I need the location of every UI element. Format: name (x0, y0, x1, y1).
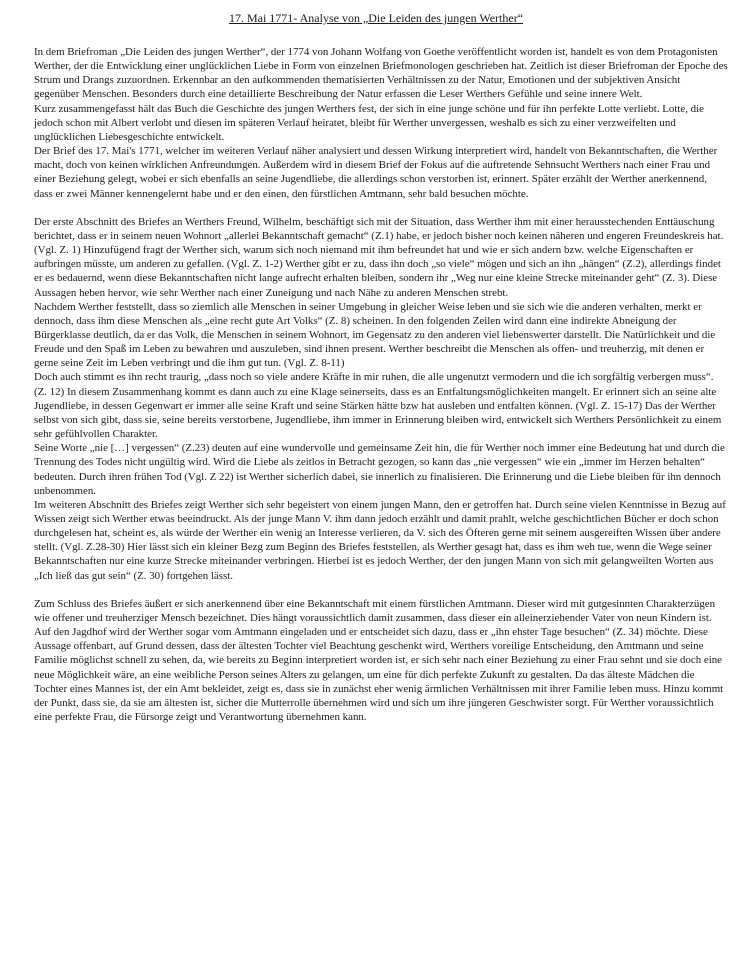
document-title: 17. Mai 1771- Analyse von „Die Leiden des jungen Werther“ (228, 11, 524, 25)
paragraph-letter-overview: Der Brief des 17. Mai's 1771, welcher im weiteren Verlauf näher analysiert und dessen Wirkung interpretiert wird, handelt von Bekanntschaften, die Werther macht, doch von keinen wirklichen Anfreundungen. Außerdem wird in diesem Brief der Fokus auf die auftretende Sehnsucht Werthers nach einer Frau und einer Beziehung gelegt, wobei er sich ebenfalls an seine Jugendliebe, die allerdings schon verstorben ist, erinnert. Später erzählt der Werther anerkennend, dass er zwei Männer kennengelernt habe und er den einen, den fürstlichen Amtmann, sehr bald besuchen möchte. (34, 145, 718, 200)
paragraph-conclusion: Zum Schluss des Briefes äußert er sich anerkennend über eine Bekanntschaft mit einem fürstlichen Amtmann. Dieser wird mit gutgesinnten Charakterzügen wie offener und treuherziger Mensch bezeichnet. Dies hängt voraussichtlich damit zusammen, dass dieser ein alleinerziehender Vater von neun Kindern ist. Auf den Jagdhof wird der Werther sogar vom Amtmann eingeladen und er entscheidet sich dazu, dass er „ihn ehster Tage besuchen“ (Z. 34) möchte. Diese Aussage offenbart, auf Grund dessen, dass der ältesten Tochter viel Beachtung geschenkt wird, Werthers voreilige Entscheidung, den Amtmann und seine Familie möglichst schnell zu sehen, da, wie bereits zu Beginn interpretiert worden ist, er sich sehr nach einer Beziehung zu einer Frau sehnt und sie doch eine neue Möglichkeit wäre, an eine weibliche Person seines Alters zu gelangen, um eine für dich perfekte Zukunft zu gestalten. Da das älteste Mädchen die Tochter eines Mannes ist, der ein Amt bekleidet, zeigt es, dass sie in zunächst eher wenig ärmlichen Verhältnissen mit ihrer Familie leben muss. Hinzu kommt der Punkt, dass sie, da sie am ältesten ist, sicher die Mutterrolle übernehmen wird und sich um ihre jüngeren Geschwister sorgt. Für Werther voraussichtlich eine perfekte Frau, die Fürsorge zeigt und Verantwortung übernehmen kann. (34, 597, 724, 724)
paragraph-first-section: Der erste Abschnitt des Briefes an Werthers Freund, Wilhelm, beschäftigt sich mit der Situation, dass Werther ihm mit einer herausstechenden Enttäuschung berichtet, dass er in seinem neuen Wohnort „allerlei Bekanntschaft gemacht“ (Z.1) habe, er jedoch bisher noch keinen näheren und engeren Freundeskreis hat. (Vgl. Z. 1) Hinzufügend fragt der Werther sich, warum sich noch niemand mit ihm befreundet hat und wie er sich andern bzw. welche Eigenschaften er aufbringen müsste, um anderen zu gefallen. (Vgl. Z. 1-2) Werther gibt er zu, dass ihn doch „so viele“ mögen und sich an ihn „hängen“ (Z.2), allerdings findet er es bedauernd, wenn diese Bekanntschaften nicht lange aufrecht erhalten bleiben, sondern ihr „Weg nur eine kleine Strecke miteinander geht“ (Z. 3). Diese Aussagen heben hervor, wie sehr Werther nach einer Zuneigung und nach Nähe zu anderen Menschen strebt. (34, 215, 724, 299)
paragraph-young-man: Im weiteren Abschnitt des Briefes zeigt Werther sich sehr begeistert von einem jungen Mann, den er getroffen hat. Durch seine vielen Kenntnisse in Bezug auf Wissen zeigt sich Werther etwas beeindruckt. Als der junge Mann V. ihm dann jedoch erzählt und damit prahlt, welche geschichtlichen Bücher er doch schon durchgelesen hat, scheint es, als würde der Werther ein wenig an Interesse verlieren, da V. sich des Öfteren gerne mit seinem ausgereiften Wissen über andere stellt. (Vgl. Z.28-30) Hier lässt sich ein kleiner Bezg zum Beginn des Briefes feststellen, als Werther gesagt hat, dass es ihm weh tue, wenn die Wege seiner Bekanntschaften nur eine kurze Strecke miteinander verbringen. Hierbei ist es jedoch Werther, der den jungen Mann von sich mit gelangweilten Worten aus „Ich ließ das gut sein“ (Z. 30) fortgehen lässt. (34, 498, 726, 582)
paragraph-gap (34, 201, 728, 215)
paragraph-intro: In dem Briefroman „Die Leiden des jungen Werther“, der 1774 von Johann Wolfang von Goethe veröffentlicht worden ist, handelt es von dem Protagonisten Werther, der die Entwicklung einer unglücklichen Liebe in Form von einzelnen Briefmonologen geschrieben hat. Zeitlich ist dieser Briefroman der Epoche des Strum und Drangs zuzuordnen. Erkennbar an den aufkommenden thematisierten Verhältnissen zu der Natur, Emotionen und der subjektiven Ansicht gegenüber Menschen. Besonders durch eine detaillierte Beschreibung der Natur erfassen die Leser Werthers Gefühle und seine innere Welt. (34, 46, 728, 101)
paragraph-people: Nachdem Werther feststellt, dass so ziemlich alle Menschen in seiner Umgebung in gleicher Weise leben und sie sich wie die anderen verhalten, merkt er dennoch, dass ihm diese Menschen als „eine recht gute Art Volks“ (Z. 8) scheinen. In den folgenden Zeilen wird dann eine indirekte Abneigung der Bürgerklasse deutlich, da er das Volk, die Menschen in seinem Wohnort, im Gegensatz zu den anderen viel liebenswerter darstellt. Die Natürlichkeit und die Freude und den Spaß im Leben zu bewahren und auszuleben, sind ihnen present. Werther beschreibt die Menschen als offen- und treuherzig, mit denen er gerne seine Zeit im Leben verbringt und die ihm gut tun. (Vgl. Z. 8-11) (34, 300, 716, 370)
paragraph-memory: Seine Worte „nie […] vergessen“ (Z.23) deuten auf eine wundervolle und gemeinsame Zeit hin, die für Werther noch immer eine Bedeutung hat und durch die Trennung des Todes nicht ungültig wird. Wird die Liebe als zeitlos in Betracht gezogen, so kann das „nie vergessen“ wie ein „immer im Herzen behalten“ bedeuten. Durch ihren frühen Tod (Vgl. Z 22) ist Werther sicherlich dabei, sie innerlich zu finalisieren. Die Erinnerung und die Liebe bleiben für ihn dennoch unbenommen. (34, 442, 725, 497)
paragraph-summary: Kurz zusammengefasst hält das Buch die Geschichte des jungen Werthers fest, der sich in eine junge schöne und für ihn perfekte Lotte verliebt. Lotte, die jedoch schon mit Albert verlobt und diesen im späteren Verlauf heiratet, bleibt für Werther unvergessen, weshalb es sich zu einer verzweifelten und unglücklichen Liebesgeschichte entwickelt. (34, 102, 704, 143)
paragraph-gap (34, 583, 728, 597)
paragraph-sadness: Doch auch stimmt es ihn recht traurig, „dass noch so viele andere Kräfte in mir ruhen, die alle ungenutzt vermodern und die ich sorgfältig verbergen muss“. (Z. 12) In diesem Zusammenhang kommt es dann auch zu eine Klage seinerseits, dass es an Entfaltungsmöglichkeiten mangelt. Er erinnert sich an seine alte Jugendliebe, in dessen Gegenwart er immer alle seine Kraft und seine Stärken hätte bzw hat ausleben und entfalten können. (Vgl. Z. 15-17) Das der Werther selbst von sich gibt, dass sie, seine bereits verstorbene, Jugendliebe, ihm immer in Erinnerung bleiben wird, entwickelt sich Werthers Persönlichkeit zu einem sehr gefühlvollen Charakter. (34, 371, 722, 441)
